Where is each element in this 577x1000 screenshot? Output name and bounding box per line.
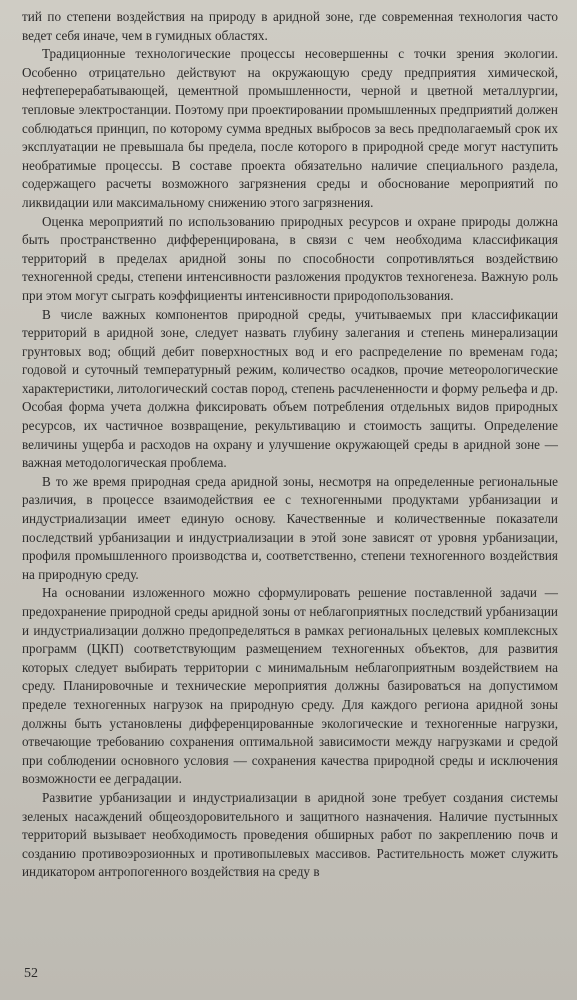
page-number: 52 [24,966,38,981]
paragraph-continued: тий по степени воздействия на природу в аридной зоне, где современная технология часто ведет себя иначе, чем в гумидных областях. [22,9,558,43]
paragraph-green-plantings: Развитие урбанизации и индустриализации в аридной зоне требует создания системы зеленых насаждений общеоздоровительного и защитного назначения. Наличие пустынных территорий вызывает необходимость проведения обширных работ по закреплению почв и созданию противоэрозионных и противопылевых массивов. Растительность может служить индикатором антропогенного воздействия на среду в [22,789,558,880]
paragraph-solution: На основании изложенного можно сформулировать решение поставленной задачи — предохранение природной среды аридной зоны от неблагоприятных последствий урбанизации и индустриализации должно предопределяться в рамках региональных целевых комплексных программ (ЦКП) соответствующим размещением техногенных объектов, для развития которых следует выбирать территории с минимальным неблагоприятным воздействием на среду. Планировочные и технические мероприятия должны базироваться на допустимом пределе техногенных нагрузок на природную среду. Для каждого региона аридной зоны должны быть установлены дифференцированные экологические и техногенные нагрузки, отвечающие требованию сохранения оптимальной зависимости между нагрузками и средой при соблюдении основного условия — сохранения качества природной среды и исключения возможности ее деградации. [22,585,558,787]
paragraph-environment-components: В числе важных компонентов природной среды, учитываемых при классификации территорий в аридной зоне, следует назвать глубину залегания и степень минерализации грунтовых вод; общий дебит поверхностных вод и его распределение по временам года; годовой и суточный температурный режим, количество осадков, прочие метеорологические характеристики, литологический состав пород, степень расчлененности и форму рельефа и др. Особая форма учета должна фиксировать объем потребления отдельных видов природных ресурсов, их частичное возвращение, рекультивацию и стоимость защиты. Определение величины ущерба и расходов на охрану и улучшение окружающей среды в аридной зоне — важная методологическая проблема. [22,306,558,471]
body-text [22,8,558,882]
paragraph-traditional-processes: Традиционные технологические процессы несовершенны с точки зрения экологии. Особенно отрицательно действуют на окружающую среду предприятия химической, нефтеперерабатывающей, цементной промышленности, черной и цветной металлургии, тепловые электростанции. Поэтому при проектировании промышленных предприятий должен соблюдаться принцип, по которому сумма вредных выбросов за весь предполагаемый срок их эксплуатации не превышала бы предела, после которого в природной среде могут наступить необратимые процессы. В составе проекта обязательно наличие специального раздела, содержащего расчеты возможного загрязнения среды и обоснование мероприятий по ликвидации или максимальному снижению этого загрязнения. [22,46,558,210]
paragraph-resource-assessment: Оценка мероприятий по использованию природных ресурсов и охране природы должна быть пространственно дифференцирована, в связи с чем необходима классификация территорий в пределах аридной зоны по способности сопротивляться воздействию техногенной среды, степени интенсивности разложения продуктов техногенеза. Важную роль при этом могут сыграть коэффициенты интенсивности природопользования. [22,213,558,303]
paragraph-common-basis: В то же время природная среда аридной зоны, несмотря на определенные региональные различия, в процессе взаимодействия ее с техногенными продуктами урбанизации и индустриализации имеет единую основу. Качественные и количественные показатели последствий урбанизации и индустриализации в этой зоне зависят от уровня урбанизации, профиля промышленного производства и, соответственно, степени техногенного воздействия на природную среду. [22,473,558,582]
